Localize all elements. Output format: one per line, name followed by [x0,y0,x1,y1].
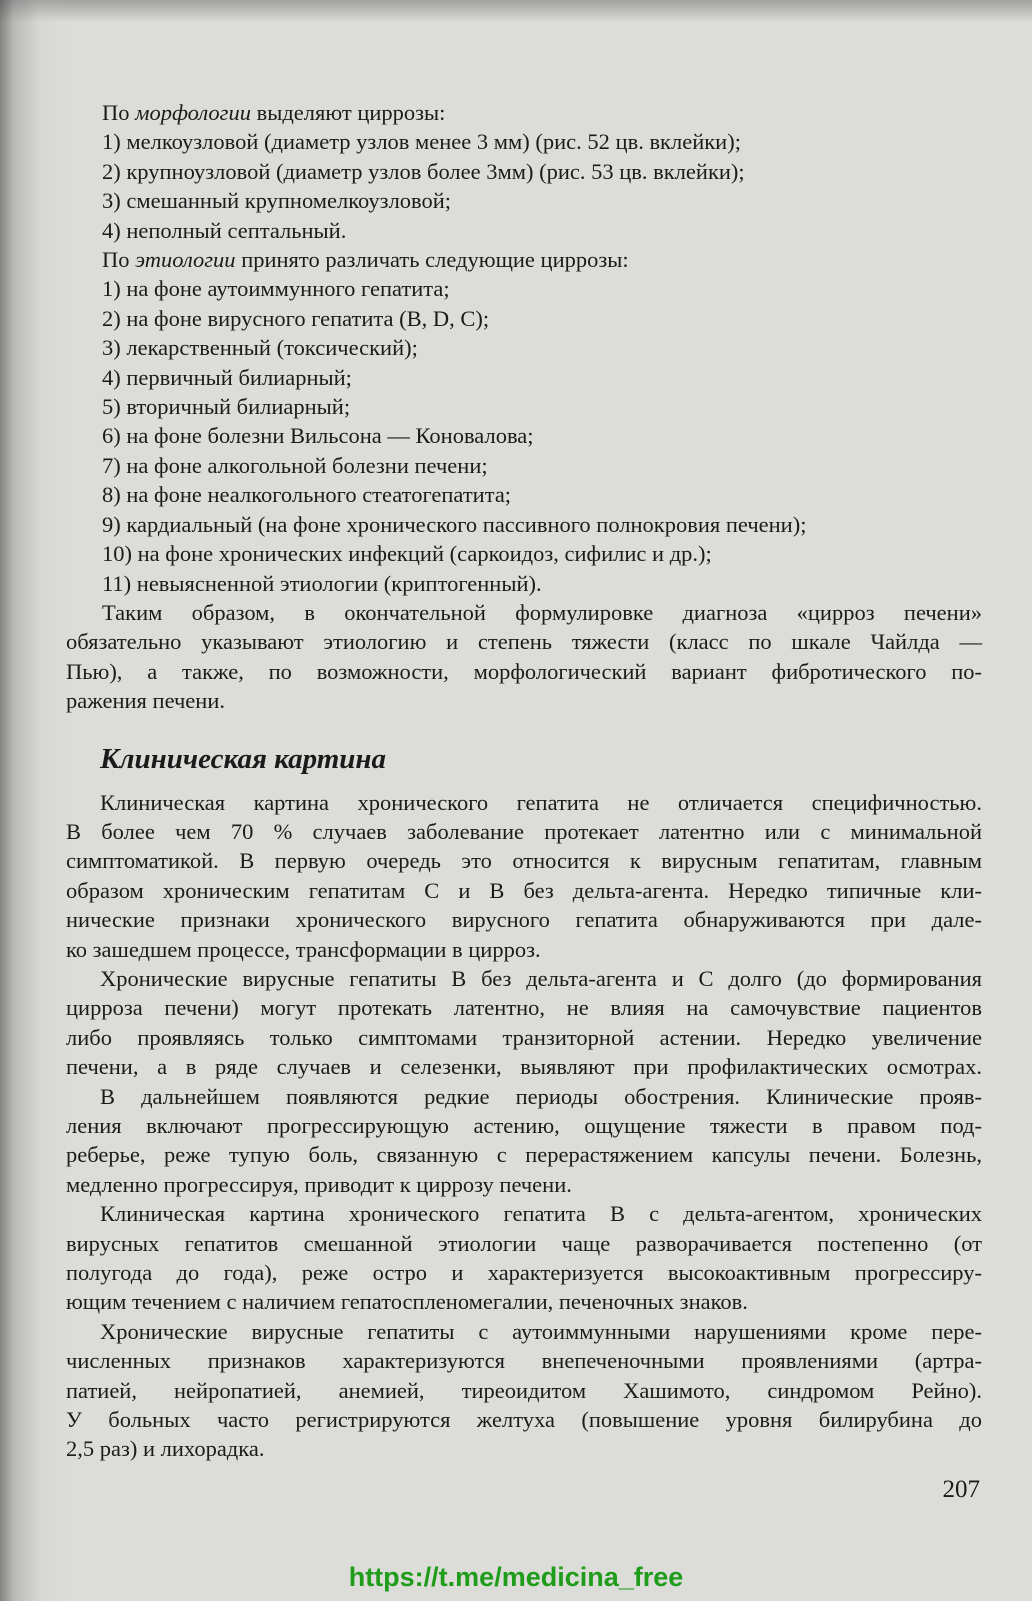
paragraph-line: У больных часто регистрируются желтуха (повышение уровня билирубина до [66,1407,982,1433]
list-item: 7) на фоне алкогольной болезни печени; [102,452,488,478]
paragraph [66,1082,982,1200]
list-item: 4) первичный билиарный; [102,364,352,390]
classification-block [66,98,982,598]
paragraph-line: ражения печени. [66,688,226,714]
paragraph-line: Клиническая картина хронического гепатита В с дельта-агентом, хронических [100,1201,982,1227]
list-item: 1) мелкоузловой (диаметр узлов менее 3 мм) (рис. 52 цв. вклейки); [102,129,741,155]
emphasis-morphology: морфологии [135,100,251,125]
paragraph-line: ко зашедшем процессе, трансформации в цирроз. [66,936,541,962]
list-item: 6) на фоне болезни Вильсона — Коновалова; [102,423,534,449]
text-fragment: По [102,247,136,273]
etiology-intro [66,245,982,274]
emphasis-etiology: этиологии [135,247,236,273]
morphology-intro [66,98,982,127]
watermark-link[interactable]: https://t.me/medicina_free [348,1562,684,1592]
paragraph-line: симптоматикой. В первую очередь это относится к вирусным гепатитам, главным [66,848,982,874]
paragraph-line: цирроза печени) могут протекать латентно, не влияя на самочувствие пациентов [66,995,982,1021]
paragraph-line: медленно прогрессируя, приводит к циррозу печени. [66,1171,572,1197]
section-heading: Клиническая картина [100,742,387,775]
paragraph-line: численных признаков характеризуются внепеченочными проявлениями (артра- [66,1348,982,1374]
paragraph [66,788,982,964]
list-item: 5) вторичный билиарный; [102,394,351,420]
paragraph-line: печени, а в ряде случаев и селезенки, выявляют при профилактических осмотрах. [66,1054,982,1080]
paragraph-line: В дальнейшем появляются редкие периоды обострения. Клинические прояв- [100,1083,982,1109]
list-item: 3) лекарственный (токсический); [102,335,418,361]
paragraph-line: ющим течением с наличием гепатоспленомегалии, печеночных знаков. [66,1289,748,1315]
text-fragment: принято различать следующие циррозы: [235,247,629,273]
paragraph-line: реберье, реже тупую боль, связанную с перерастяжением капсулы печени. Болезнь, [66,1142,982,1168]
paragraph-line: обязательно указывают этиологию и степень тяжести (класс по шкале Чайлда — [66,629,982,655]
paragraph [66,964,982,1082]
list-item: 8) на фоне неалкогольного стеатогепатита; [102,482,512,508]
paragraph-line: Хронические вирусные гепатиты В без дельта-агента и С долго (до формирования [100,965,982,991]
paragraph [66,1199,982,1317]
paragraph-line: образом хроническим гепатитам С и В без дельта-агента. Нередко типичные кли- [66,877,982,903]
list-item: 3) смешанный крупномелкоузловой; [102,188,452,214]
paragraph-line: Пью), а также, по возможности, морфологический вариант фибротического по- [66,658,982,684]
paragraph-line: патией, нейропатией, анемией, тиреоидитом Хашимото, синдромом Рейно). [66,1377,982,1403]
list-item: 1) на фоне аутоиммунного гепатита; [102,276,450,302]
list-item: 4) неполный септальный. [102,217,347,243]
paragraph-line: нические признаки хронического вирусного гепатита обнаруживаются при дале- [66,907,982,933]
paragraph-line: вирусных гепатитов смешанной этиологии чаще разворачивается постепенно (от [66,1230,982,1256]
page-number: 207 [942,1476,980,1503]
paragraph-line: Таким образом, в окончательной формулировке диагноза «цирроз печени» [102,599,982,625]
list-item: 11) невыясненной этиологии (криптогенный). [102,570,542,596]
paragraph-line: В более чем 70 % случаев заболевание протекает латентно или с минимальной [66,818,982,844]
list-item: 9) кардиальный (на фоне хронического пассивного полнокровия печени); [102,511,807,537]
text-fragment: По [102,100,136,125]
paragraph-line: 2,5 раз) и лихорадка. [66,1436,265,1462]
paragraph-line: ления включают прогрессирующую астению, ощущение тяжести в правом под- [66,1113,982,1138]
paragraph-line: либо проявляясь только симптомами транзиторной астении. Нередко увеличение [66,1024,982,1050]
summary-paragraph [66,598,982,716]
paragraph-line: полугода до года), реже остро и характеризуется высокоактивным прогрессиру- [66,1260,982,1286]
paragraph-line: Хронические вирусные гепатиты с аутоиммунными нарушениями кроме пере- [100,1318,982,1344]
page-content [66,98,982,1464]
list-item: 2) крупноузловой (диаметр узлов более 3мм) (рис. 53 цв. вклейки); [102,158,745,184]
paragraph [66,1317,982,1464]
list-item: 2) на фоне вирусного гепатита (В, D, С); [102,305,490,331]
paragraph-line: Клиническая картина хронического гепатита не отличается специфичностью. [100,789,982,815]
list-item: 10) на фоне хронических инфекций (саркоидоз, сифилис и др.); [102,541,712,567]
text-fragment: выделяют циррозы: [250,100,446,125]
